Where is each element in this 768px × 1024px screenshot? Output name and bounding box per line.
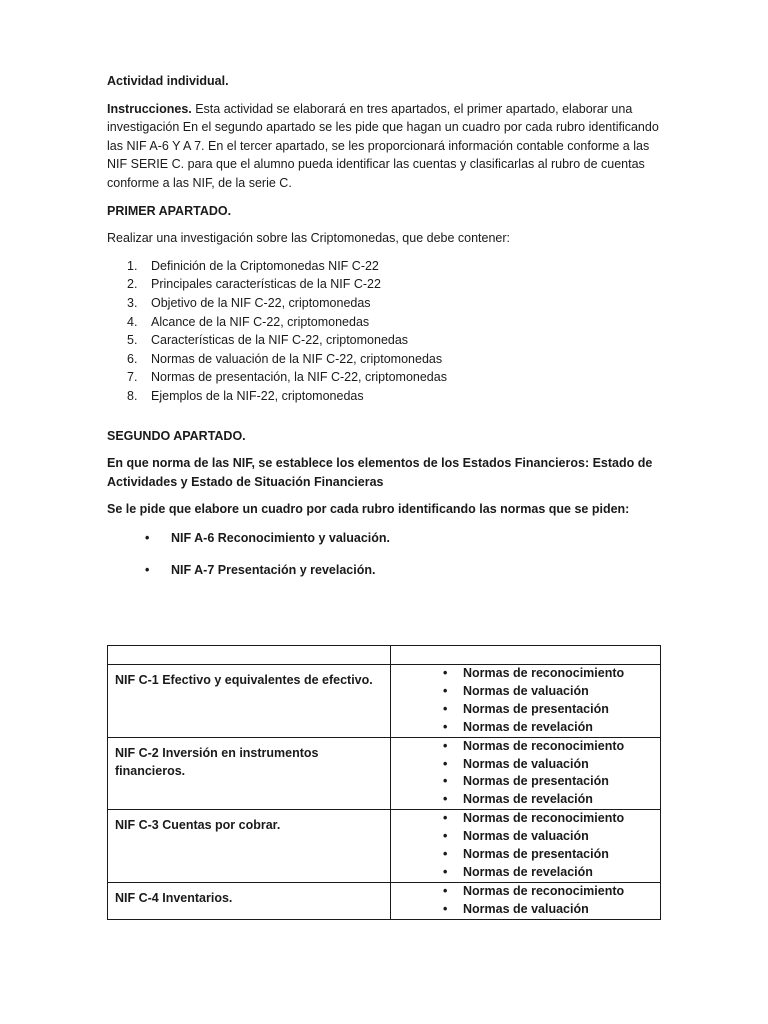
instructions-paragraph (107, 100, 662, 193)
norm-text: Normas de presentación (463, 847, 609, 862)
bullet-icon: • (145, 563, 150, 578)
table-row (108, 882, 661, 919)
list-item-text: NIF A-6 Reconocimiento y valuación. (171, 530, 391, 545)
norm-text: Normas de reconocimiento (463, 666, 625, 680)
rubro-name-cell: NIF C-2 Inversión en instrumentos financieros. (108, 737, 391, 810)
list-item (391, 738, 660, 756)
list-item (107, 331, 662, 350)
rubro-name-cell: NIF C-4 Inventarios. (108, 882, 391, 919)
list-item-number: 8. (127, 388, 138, 403)
list-item (391, 828, 660, 846)
second-section-question: En que norma de las NIF, se establece los elementos de los Estados Financieros: Estado de Actividades y Estado de Situación Financieras (107, 456, 653, 489)
bullet-icon: • (443, 756, 448, 771)
norm-text: Normas de valuación (463, 829, 589, 844)
header-cell (391, 646, 661, 665)
list-item (391, 701, 660, 719)
bullet-icon: • (443, 883, 448, 898)
list-item (391, 719, 660, 737)
list-item (107, 529, 662, 548)
rubro-name-cell: NIF C-1 Efectivo y equivalentes de efectivo. (108, 665, 391, 738)
rubros-table (107, 645, 661, 920)
list-item (391, 665, 660, 683)
norms-cell (391, 737, 661, 810)
bullet-icon: • (443, 901, 448, 916)
list-item-text: Objetivo de la NIF C-22, criptomonedas (151, 295, 371, 310)
norms-cell (391, 665, 661, 738)
norms-list (391, 810, 660, 882)
list-item (391, 756, 660, 774)
bullet-icon: • (443, 666, 448, 680)
list-item-number: 5. (127, 333, 138, 348)
research-requirements-list (107, 257, 662, 406)
list-item-number: 7. (127, 370, 138, 385)
norms-list (391, 738, 660, 810)
instructions-text: Esta actividad se elaborará en tres apartados, el primer apartado, elaborar una investigación En el segundo apartado se les pide que hagan un cuadro por cada rubro identificando las NIF A-6 Y A 7. En el tercer apartado, se les proporcionará información contable conforme a las NIF SERIE C. para que el alumno pueda identificar las cuentas y clasificarlas al rubro de cuentas conforme a las NIF, de la serie C. (107, 101, 659, 190)
rubro-name-cell: NIF C-3 Cuentas por cobrar. (108, 810, 391, 883)
bullet-icon: • (443, 847, 448, 862)
list-item-number: 6. (127, 351, 138, 366)
bullet-icon: • (443, 719, 448, 734)
norm-text: Normas de valuación (463, 683, 589, 698)
norm-text: Normas de presentación (463, 701, 609, 716)
list-item-text: Características de la NIF C-22, criptomonedas (151, 333, 409, 348)
list-item-text: Normas de valuación de la NIF C-22, criptomonedas (151, 351, 443, 366)
list-item-number: 1. (127, 258, 138, 273)
norms-list (391, 883, 660, 919)
list-item (107, 275, 662, 294)
bullet-icon: • (443, 811, 448, 826)
header-cell (108, 646, 391, 665)
list-item (391, 683, 660, 701)
second-section-request: Se le pide que elabore un cuadro por cada rubro identificando las normas que se piden: (107, 502, 630, 517)
list-item-text: Normas de presentación, la NIF C-22, criptomonedas (151, 370, 447, 385)
bullet-icon: • (443, 738, 448, 753)
instructions-label: Instrucciones. (107, 101, 192, 116)
list-item-number: 4. (127, 314, 138, 329)
bullet-icon: • (443, 829, 448, 844)
list-item (107, 294, 662, 313)
list-item-text: NIF A-7 Presentación y revelación. (171, 563, 376, 578)
list-item (107, 350, 662, 369)
norm-text: Normas de revelación (463, 864, 593, 879)
table-header-row (108, 646, 661, 665)
list-item (107, 368, 662, 387)
bullet-icon: • (443, 683, 448, 698)
bullet-icon: • (443, 774, 448, 789)
norms-list (391, 665, 660, 737)
bullet-icon: • (145, 530, 150, 545)
norms-cell (391, 882, 661, 919)
table-row (108, 665, 661, 738)
list-item-number: 2. (127, 277, 138, 292)
norm-text: Normas de reconocimiento (463, 883, 625, 898)
list-item (391, 864, 660, 882)
bullet-icon: • (443, 792, 448, 807)
norm-text: Normas de valuación (463, 901, 589, 916)
list-item (391, 901, 660, 919)
document-page (107, 72, 662, 593)
bullet-icon: • (443, 864, 448, 879)
list-item (107, 257, 662, 276)
list-item-text: Definición de la Criptomonedas NIF C-22 (151, 258, 379, 273)
table-row (108, 737, 661, 810)
list-item (107, 387, 662, 406)
norm-text: Normas de reconocimiento (463, 738, 625, 753)
list-item (391, 773, 660, 791)
list-item-text: Alcance de la NIF C-22, criptomonedas (151, 314, 370, 329)
list-item (391, 846, 660, 864)
table-row (108, 810, 661, 883)
first-section-intro: Realizar una investigación sobre las Criptomonedas, que debe contener: (107, 231, 511, 246)
list-item (107, 561, 662, 580)
list-item (391, 791, 660, 809)
norms-cell (391, 810, 661, 883)
norm-text: Normas de valuación (463, 756, 589, 771)
list-item (391, 883, 660, 901)
norm-text: Normas de reconocimiento (463, 811, 625, 826)
norm-text: Normas de revelación (463, 792, 593, 807)
norm-text: Normas de revelación (463, 719, 593, 734)
list-item-text: Ejemplos de la NIF-22, criptomonedas (151, 388, 364, 403)
document-title: Actividad individual. (107, 74, 229, 88)
list-item-number: 3. (127, 295, 138, 310)
norm-text: Normas de presentación (463, 774, 609, 789)
list-item (391, 810, 660, 828)
second-section-title: SEGUNDO APARTADO. (107, 428, 246, 443)
bullet-icon: • (443, 701, 448, 716)
list-item (107, 313, 662, 332)
nif-standards-list (107, 529, 662, 580)
list-item-text: Principales características de la NIF C-22 (151, 277, 381, 292)
first-section-title: PRIMER APARTADO. (107, 203, 232, 218)
